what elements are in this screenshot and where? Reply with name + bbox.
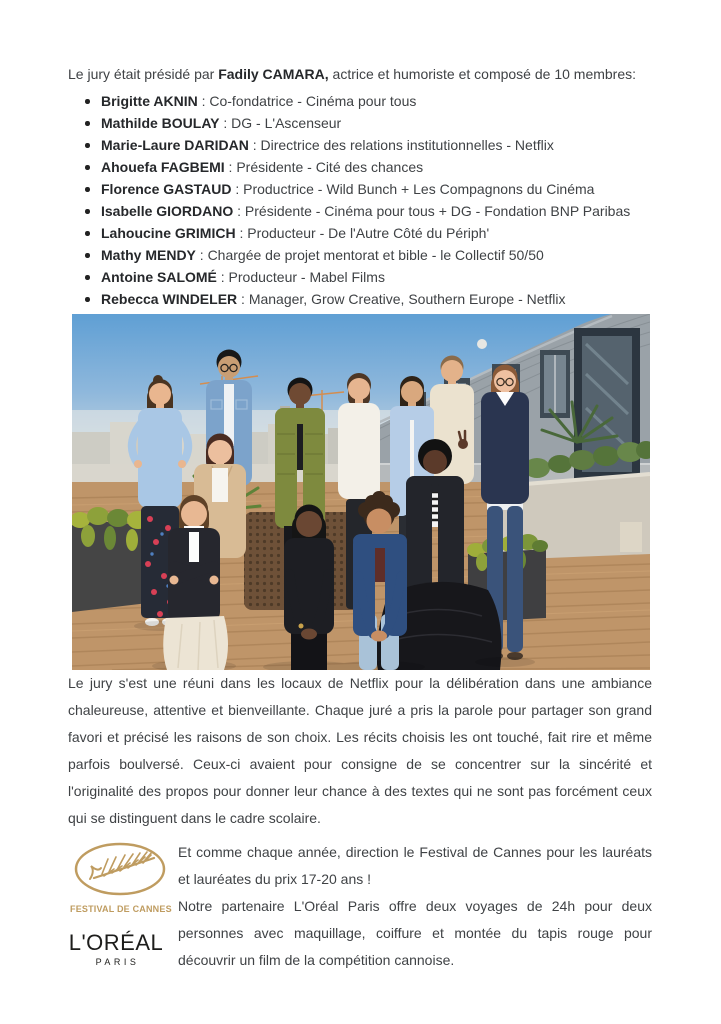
jury-member-name: Rebecca WINDELER: [101, 291, 238, 307]
festival-de-cannes-label: FESTIVAL DE CANNES: [70, 904, 172, 914]
jury-member: Brigitte AKNIN : Co-fondatrice - Cinéma pour tous: [68, 90, 652, 112]
jury-member: Isabelle GIORDANO : Présidente - Cinéma pour tous + DG - Fondation BNP Paribas: [68, 200, 652, 222]
jury-member: Mathilde BOULAY : DG - L'Ascenseur: [68, 112, 652, 134]
jury-photo: [72, 314, 650, 670]
loreal-paris-subtext: PARIS: [95, 957, 140, 967]
jury-member-name: Marie-Laure DARIDAN: [101, 137, 249, 153]
intro-text-post: actrice et humoriste et composé de 10 membres:: [328, 66, 637, 82]
jury-president-name: Fadily CAMARA,: [218, 66, 329, 82]
satellite-dish: [477, 339, 487, 349]
deliberation-paragraph: Le jury s'est une réuni dans les locaux de Netflix pour la délibération dans une ambiance chaleureuse, attentive et bienveillante. Chaque juré a pris la parole pour partager son grand favori et précisé les raisons de son choix. Les récits choisis les ont touché, fait rire et même parfois boulversé. Ceux-ci avaient pour consigne de se concentrer sur la sincérité et l'originalité des propos pour donner leur chance à des textes qui ne sont pas forcément ceux qui se distinguent dans le cadre scolaire.: [68, 675, 652, 826]
jury-member: Florence GASTAUD : Productrice - Wild Bunch + Les Compagnons du Cinéma: [68, 178, 652, 200]
jury-member-name: Florence GASTAUD: [101, 181, 232, 197]
cannes-section: [68, 839, 652, 974]
jury-member-name: Ahouefa FAGBEMI: [101, 159, 225, 175]
jury-member: Lahoucine GRIMICH : Producteur - De l'Autre Côté du Périph': [68, 222, 652, 244]
jury-member: Mathy MENDY : Chargée de projet mentorat et bible - le Collectif 50/50: [68, 244, 652, 266]
cannes-paragraph: Et comme chaque année, direction le Festival de Cannes pour les lauréats et lauréates du prix 17-20 ans !: [178, 844, 652, 887]
festival-de-cannes-logo: [70, 842, 170, 914]
loreal-paragraph: Notre partenaire L'Oréal Paris offre deux voyages de 24h pour deux personnes avec maquillage, coiffure et montée du tapis rouge pour découvrir un film de la compétition cannoise.: [178, 898, 652, 968]
jury-member: Marie-Laure DARIDAN : Directrice des relations institutionnelles - Netflix: [68, 134, 652, 156]
jury-member-name: Antoine SALOMÉ: [101, 269, 217, 285]
jury-member-name: Mathilde BOULAY: [101, 115, 220, 131]
jury-member-name: Mathy MENDY: [101, 247, 196, 263]
jury-member: Rebecca WINDELER : Manager, Grow Creative, Southern Europe - Netflix: [68, 288, 652, 310]
jury-list: [68, 90, 652, 310]
logo-column: [68, 839, 178, 974]
jury-member-name: Brigitte AKNIN: [101, 93, 198, 109]
jury-member-name: Lahoucine GRIMICH: [101, 225, 236, 241]
jury-member: Antoine SALOMÉ : Producteur - Mabel Films: [68, 266, 652, 288]
intro-paragraph: [68, 61, 652, 88]
loreal-paris-logo: [68, 930, 164, 967]
palm-icon: [72, 842, 168, 896]
loreal-wordmark: L'ORÉAL: [68, 930, 164, 955]
jury-member: Ahouefa FAGBEMI : Présidente - Cité des chances: [68, 156, 652, 178]
cannes-text-column: [178, 839, 652, 974]
jury-member-name: Isabelle GIORDANO: [101, 203, 234, 219]
intro-text-pre: Le jury était présidé par: [68, 66, 219, 82]
